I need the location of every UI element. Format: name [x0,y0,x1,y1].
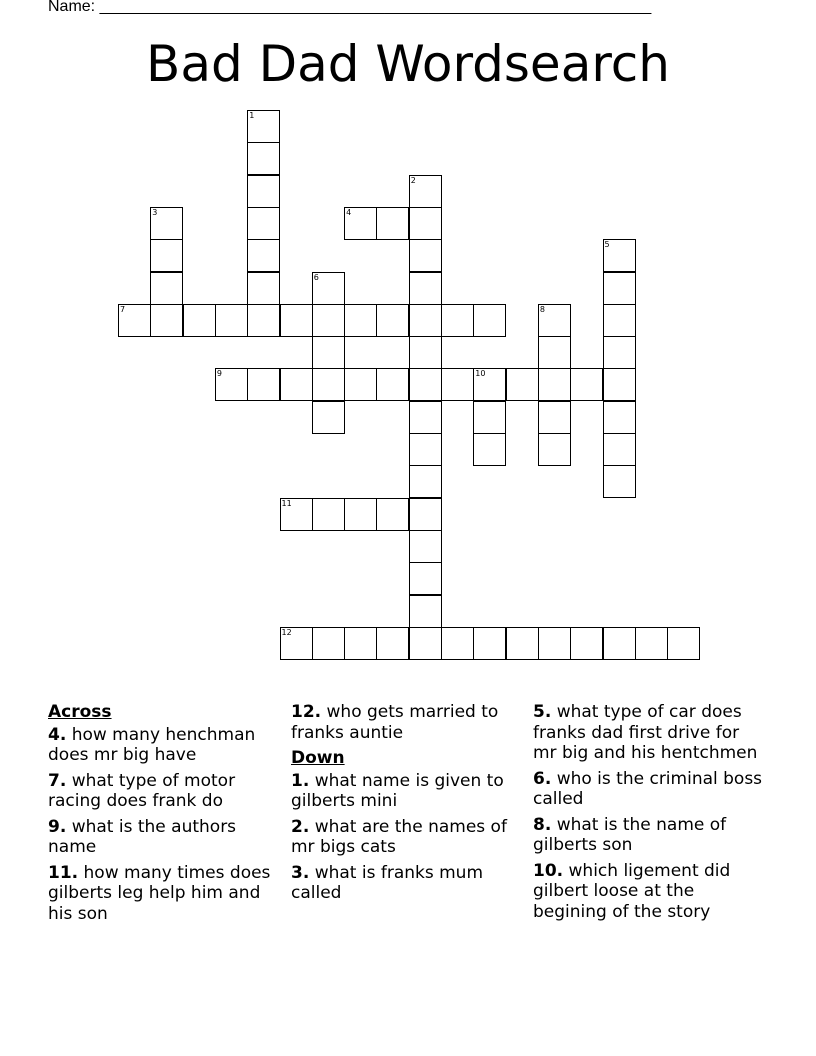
clue-across-12: 12. who gets married to franks auntie [291,702,499,743]
grid-cell[interactable] [506,368,539,401]
grid-cell[interactable] [409,401,442,434]
grid-cell[interactable] [538,433,571,466]
grid-cell[interactable] [409,465,442,498]
grid-cell[interactable] [409,175,442,208]
grid-cell[interactable] [473,401,506,434]
grid-cell[interactable] [247,110,280,143]
grid-cell[interactable] [538,627,571,660]
grid-cell[interactable] [473,627,506,660]
grid-cell[interactable] [603,304,636,337]
grid-cell[interactable] [312,498,345,531]
clue-column-1 [48,702,280,929]
grid-cell[interactable] [538,368,571,401]
grid-cell[interactable] [312,304,345,337]
grid-cell[interactable] [118,304,151,337]
grid-cell[interactable] [247,207,280,240]
clue-number: 9 [216,369,222,379]
clue-number: 8 [539,304,545,314]
grid-cell[interactable] [441,368,474,401]
grid-cell[interactable] [603,465,636,498]
grid-cell[interactable] [409,433,442,466]
clue-across-11: 11. how many times does gilberts leg help him and his son [48,862,271,924]
grid-cell[interactable] [409,207,442,240]
grid-cell[interactable] [538,336,571,369]
grid-cell[interactable] [280,304,313,337]
grid-cell[interactable] [312,368,345,401]
clue-across-9: 9. what is the authors name [48,816,237,857]
grid-cell[interactable] [247,368,280,401]
grid-cell[interactable] [376,498,409,531]
grid-cell[interactable] [473,433,506,466]
grid-cell[interactable] [376,368,409,401]
grid-cell[interactable] [409,498,442,531]
grid-cell[interactable] [215,368,248,401]
grid-cell[interactable] [506,627,539,660]
name-field-label: Name: ______________________________________________________________ [48,0,652,15]
grid-cell[interactable] [570,627,603,660]
clue-across-7: 7. what type of motor racing does frank do [48,770,236,811]
grid-cell[interactable] [344,207,377,240]
grid-cell[interactable] [344,498,377,531]
grid-cell[interactable] [312,272,345,305]
clue-number: 10 [475,369,486,379]
clue-number: 4 [346,207,352,217]
clue-number: 11 [281,498,292,508]
grid-cell[interactable] [409,627,442,660]
grid-cell[interactable] [603,627,636,660]
clue-down-8: 8. what is the name of gilberts son [533,814,727,855]
clue-number: 6 [313,272,319,282]
grid-cell[interactable] [409,530,442,563]
grid-cell[interactable] [409,368,442,401]
clue-down-10: 10. which ligement did gilbert loose at the begining of the story [533,860,731,922]
clue-column-3 [533,702,765,927]
grid-cell[interactable] [280,627,313,660]
grid-cell[interactable] [280,368,313,401]
grid-cell[interactable] [312,627,345,660]
grid-cell[interactable] [150,304,183,337]
grid-cell[interactable] [473,304,506,337]
grid-cell[interactable] [247,239,280,272]
grid-cell[interactable] [247,304,280,337]
grid-cell[interactable] [603,336,636,369]
grid-cell[interactable] [570,368,603,401]
grid-cell[interactable] [538,304,571,337]
grid-cell[interactable] [667,627,700,660]
grid-cell[interactable] [473,368,506,401]
grid-cell[interactable] [376,304,409,337]
clue-down-6: 6. who is the criminal boss called [533,768,763,809]
grid-cell[interactable] [280,498,313,531]
grid-cell[interactable] [409,304,442,337]
grid-cell[interactable] [603,272,636,305]
clue-number: 1 [249,111,255,120]
grid-cell[interactable] [312,401,345,434]
grid-cell[interactable] [409,272,442,305]
grid-cell[interactable] [635,627,668,660]
grid-cell[interactable] [344,304,377,337]
grid-cell[interactable] [344,627,377,660]
grid-cell[interactable] [441,627,474,660]
grid-cell[interactable] [409,562,442,595]
grid-cell[interactable] [247,272,280,305]
clue-number: 12 [281,627,292,637]
clue-down-1: 1. what name is given to gilberts mini [291,770,504,811]
grid-cell[interactable] [247,175,280,208]
grid-cell[interactable] [409,336,442,369]
grid-cell[interactable] [538,401,571,434]
grid-cell[interactable] [247,142,280,175]
grid-cell[interactable] [150,239,183,272]
clue-number: 3 [152,207,158,217]
grid-cell[interactable] [215,304,248,337]
across-heading: Across [48,702,112,722]
clue-column-2 [291,702,523,909]
clue-across-4: 4. how many henchman does mr big have [48,724,256,765]
clue-down-2: 2. what are the names of mr bigs cats [291,816,507,857]
grid-cell[interactable] [603,433,636,466]
grid-cell[interactable] [409,239,442,272]
page-title: Bad Dad Wordsearch [146,35,670,93]
grid-cell[interactable] [603,401,636,434]
grid-cell[interactable] [312,336,345,369]
clue-down-3: 3. what is franks mum called [291,862,484,903]
grid-cell[interactable] [183,304,216,337]
grid-cell[interactable] [603,239,636,272]
clue-number: 2 [410,175,416,185]
grid-cell[interactable] [441,304,474,337]
clue-down-5: 5. what type of car does franks dad first drive for mr big and his hentchmen [533,702,758,763]
grid-cell[interactable] [344,368,377,401]
grid-cell[interactable] [409,595,442,628]
grid-cell[interactable] [150,207,183,240]
grid-cell[interactable] [603,368,636,401]
down-heading: Down [291,748,345,768]
clue-number: 7 [120,304,126,314]
grid-cell[interactable] [376,627,409,660]
grid-cell[interactable] [376,207,409,240]
grid-cell[interactable] [150,272,183,305]
clue-number: 5 [604,240,610,250]
